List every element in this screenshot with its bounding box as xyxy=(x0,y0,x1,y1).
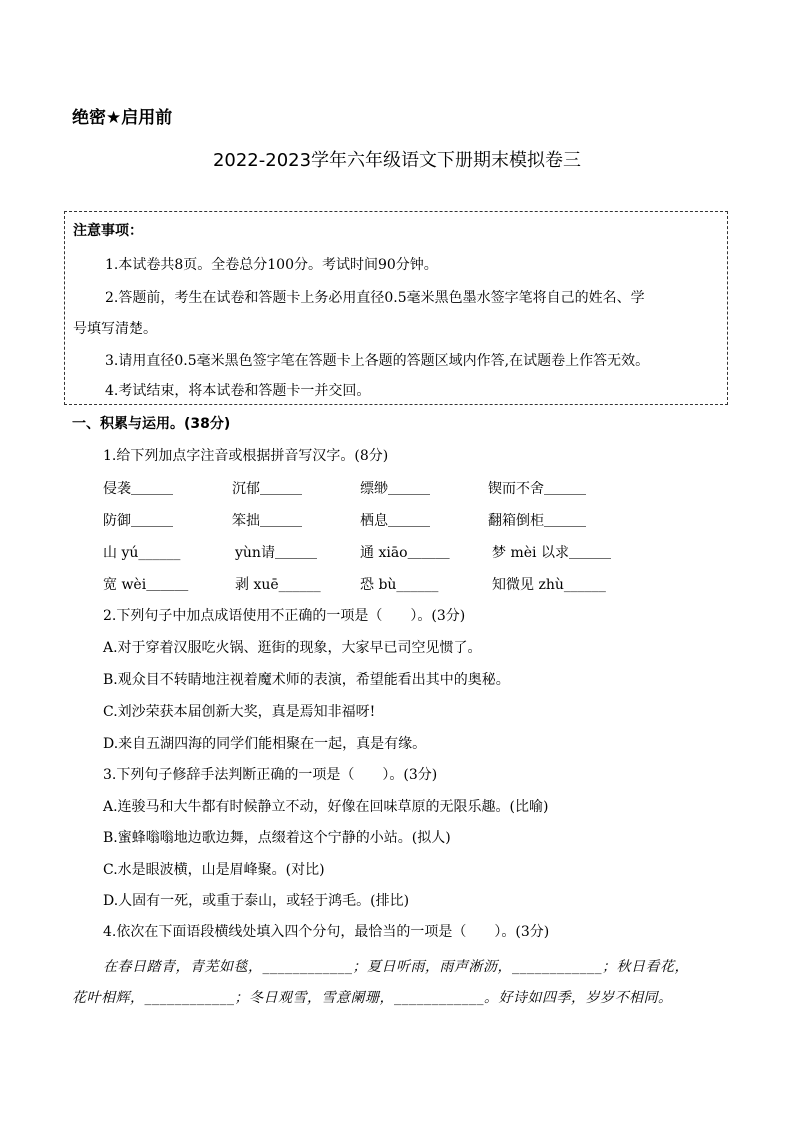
confidential-label: 绝密★启用前 xyxy=(72,108,173,128)
notice-item-4: 4.考试结束，将本试卷和答题卡一并交回。 xyxy=(105,383,371,399)
q2-option-d: D.来自五湖四海的同学们能相聚在一起，真是有缘。 xyxy=(103,736,427,752)
section-heading: 一、积累与运用。(38分) xyxy=(72,416,231,432)
q1-item: 翻箱倒柜＿＿＿ xyxy=(488,513,586,529)
q1-item: 宽 wèi＿＿＿ xyxy=(103,577,189,593)
notice-item-3: 3.请用直径0.5毫米黑色签字笔在答题卡上各题的答题区域内作答,在试题卷上作答无效。 xyxy=(105,353,650,369)
notice-heading: 注意事项： xyxy=(73,223,143,239)
q1-item: 恐 bù______ xyxy=(360,577,439,593)
q1-item: 通 xiāo＿＿＿ xyxy=(360,545,450,561)
question-2-stem: 2.下列句子中加点成语使用不正确的一项是（ ）。(3分) xyxy=(103,608,466,624)
q2-option-b: B.观众目不转睛地注视着魔术师的表演，希望能看出其中的奥秘。 xyxy=(103,672,510,688)
q1-item: 缥缈＿＿＿ xyxy=(360,481,430,497)
q1-item: 侵袭＿＿＿ xyxy=(103,481,173,497)
q1-item: yùn请＿＿＿ xyxy=(235,545,317,561)
q3-option-b: B.蜜蜂嗡嗡地边歌边舞，点缀着这个宁静的小站。(拟人) xyxy=(103,830,451,846)
q1-item: 山 yú______ xyxy=(103,545,181,561)
notice-item-2-continued: 号填写清楚。 xyxy=(73,321,157,337)
question-4-stem: 4.依次在下面语段横线处填入四个分句，最恰当的一项是（ ）。(3分) xyxy=(103,924,550,940)
question-3-stem: 3.下列句子修辞手法判断正确的一项是（ ）。(3分) xyxy=(103,767,438,783)
q4-passage-line-2: 花叶相辉，____________；冬日观雪，雪意阑珊，____________。好诗如四季，岁岁不相同。 xyxy=(72,990,673,1006)
notice-item-1: 1.本试卷共8页。全卷总分100分。考试时间90分钟。 xyxy=(105,257,438,273)
q3-option-c: C.水是眼波横，山是眉峰聚。(对比) xyxy=(103,862,325,878)
notice-box xyxy=(64,211,728,405)
q1-item: 梦 mèi 以求＿＿＿ xyxy=(492,545,611,561)
q1-item: 剥 xuē______ xyxy=(235,577,321,593)
exam-title: 2022-2023学年六年级语文下册期末模拟卷三 xyxy=(212,150,582,171)
q1-item: 知微见 zhù______ xyxy=(492,577,606,593)
q1-item: 防御＿＿＿ xyxy=(103,513,173,529)
q1-item: 笨拙＿＿＿ xyxy=(232,513,302,529)
q2-option-a: A.对于穿着汉服吃火锅、逛街的现象，大家早已司空见惯了。 xyxy=(103,640,482,656)
notice-item-2: 2.答题前，考生在试卷和答题卡上务必用直径0.5毫米黑色墨水签字笔将自己的姓名、学 xyxy=(105,290,645,306)
question-1-stem: 1.给下列加点字注音或根据拼音写汉字。(8分) xyxy=(103,448,389,464)
q3-option-d: D.人固有一死，或重于泰山，或轻于鸿毛。(排比) xyxy=(103,893,410,909)
q1-item: 栖息＿＿＿ xyxy=(360,513,430,529)
q2-option-c: C.刘沙荣获本届创新大奖，真是焉知非福呀! xyxy=(103,704,376,720)
q1-item: 沉郁＿＿＿ xyxy=(232,481,302,497)
q3-option-a: A.连骏马和大牛都有时候静立不动，好像在回味草原的无限乐趣。(比喻) xyxy=(103,799,549,815)
q1-item: 锲而不舍＿＿＿ xyxy=(488,481,586,497)
q4-passage-line-1: 在春日踏青，青芜如毯，____________；夏日听雨，雨声淅沥，____________；秋日看花， xyxy=(103,959,689,975)
